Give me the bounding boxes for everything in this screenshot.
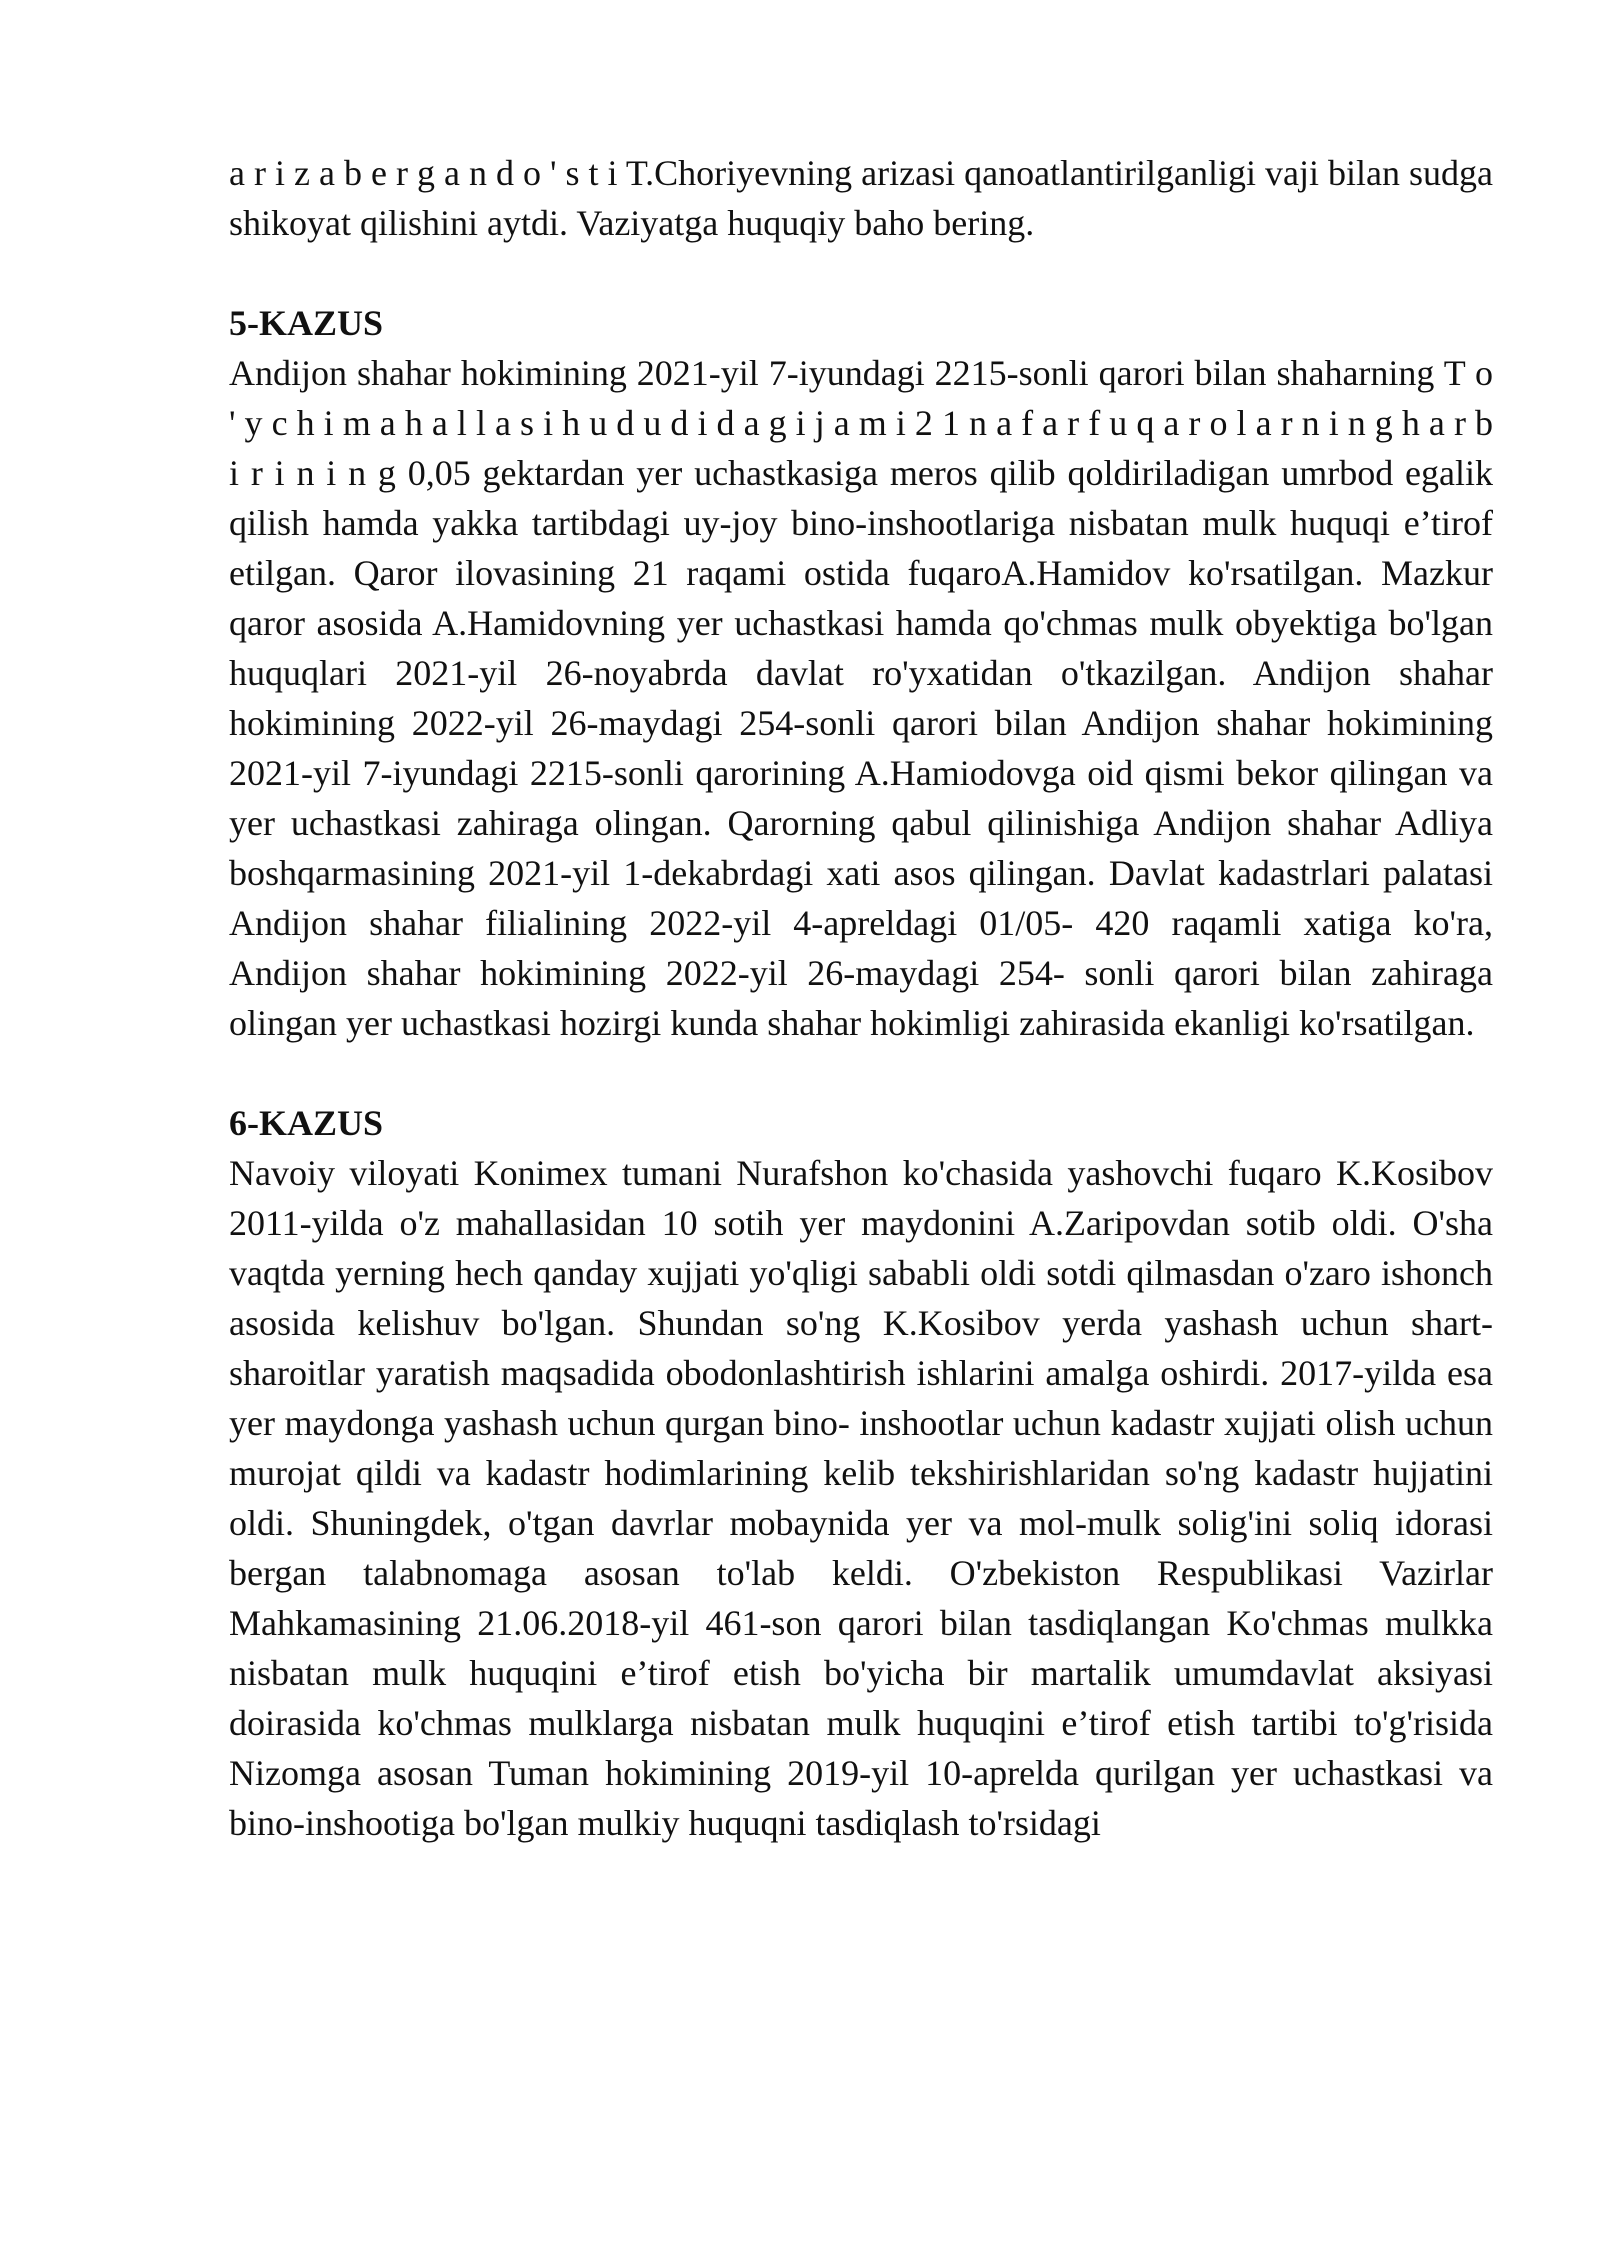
- paragraph-spacer: [229, 1048, 1493, 1098]
- case-5-heading: 5-KAZUS: [229, 303, 384, 343]
- case-5-body: Andijon shahar hokimining 2021-yil 7-iyundagi 2215-sonli qarori bilan shaharning T o ' y c h i m a h a l l a s i h u d u d i d a g i j a m i 2 1 n a f a r f u q a r o l a r n i n g h a r b i r i n i n g 0,05 gektardan yer uchastkasiga meros qilib qoldiriladigan umrbod egalik qilish hamda yakka tartibdagi uy-joy bino-inshootlariga nisbatan mulk huquqi e’tirof etilgan. Qaror ilovasining 21 raqami ostida fuqaroA.Hamidov ko'rsatilgan. Mazkur qaror asosida A.Hamidovning yer uchastkasi hamda qo'chmas mulk obyektiga bo'lgan huquqlari 2021-yil 26-noyabrda davlat ro'yxatidan o'tkazilgan. Andijon shahar hokimining 2022-yil 26-maydagi 254-sonli qarori bilan Andijon shahar hokimining 2021-yil 7-iyundagi 2215-sonli qarorining A.Hamiodovga oid qismi bekor qilingan va yer uchastkasi zahiraga olingan. Qarorning qabul qilinishiga Andijon shahar Adliya boshqarmasining 2021-yil 1-dekabrdagi xati asos qilingan. Davlat kadastrlari palatasi Andijon shahar filialining 2022-yil 4-apreldagi 01/05- 420 raqamli xatiga ko'ra, Andijon shahar hokimining 2022-yil 26-maydagi 254- sonli qarori bilan zahiraga olingan yer uchastkasi hozirgi kunda shahar hokimligi zahirasida ekanligi ko'rsatilgan.: [229, 353, 1493, 1043]
- paragraph-spacer: [229, 248, 1493, 298]
- intro-paragraph: a r i z a b e r g a n d o ' s t i T.Choriyevning arizasi qanoatlantirilganligi vaji bilan sudga shikoyat qilishini aytdi. Vaziyatga huquqiy baho bering.: [229, 153, 1493, 243]
- case-6-heading: 6-KAZUS: [229, 1103, 384, 1143]
- case-6-body: Navoiy viloyati Konimex tumani Nurafshon ko'chasida yashovchi fuqaro K.Kosibov 2011-yilda o'z mahallasidan 10 sotih yer maydonini A.Zaripovdan sotib oldi. O'sha vaqtda yerning hech qanday xujjati yo'qligi sababli oldi sotdi qilmasdan o'zaro ishonch asosida kelishuv bo'lgan. Shundan so'ng K.Kosibov yerda yashash uchun shart- sharoitlar yaratish maqsadida obodonlashtirish ishlarini amalga oshirdi. 2017-yilda esa yer maydonga yashash uchun qurgan bino- inshootlar uchun kadastr xujjati olish uchun murojat qildi va kadastr hodimlarining kelib tekshirishlaridan so'ng kadastr hujjatini oldi. Shuningdek, o'tgan davrlar mobaynida yer va mol-mulk solig'ini soliq idorasi bergan talabnomaga asosan to'lab keldi. O'zbekiston Respublikasi Vazirlar Mahkamasining 21.06.2018-yil 461-son qarori bilan tasdiqlangan Ko'chmas mulkka nisbatan mulk huquqini e’tirof etish bo'yicha bir martalik umumdavlat aksiyasi doirasida ko'chmas mulklarga nisbatan mulk huquqini e’tirof etish tartibi to'g'risida Nizomga asosan Tuman hokimining 2019-yil 10-aprelda qurilgan yer uchastkasi va bino-inshootiga bo'lgan mulkiy huquqni tasdiqlash to'rsidagi: [229, 1153, 1493, 1843]
- document-page: [229, 148, 1493, 1848]
